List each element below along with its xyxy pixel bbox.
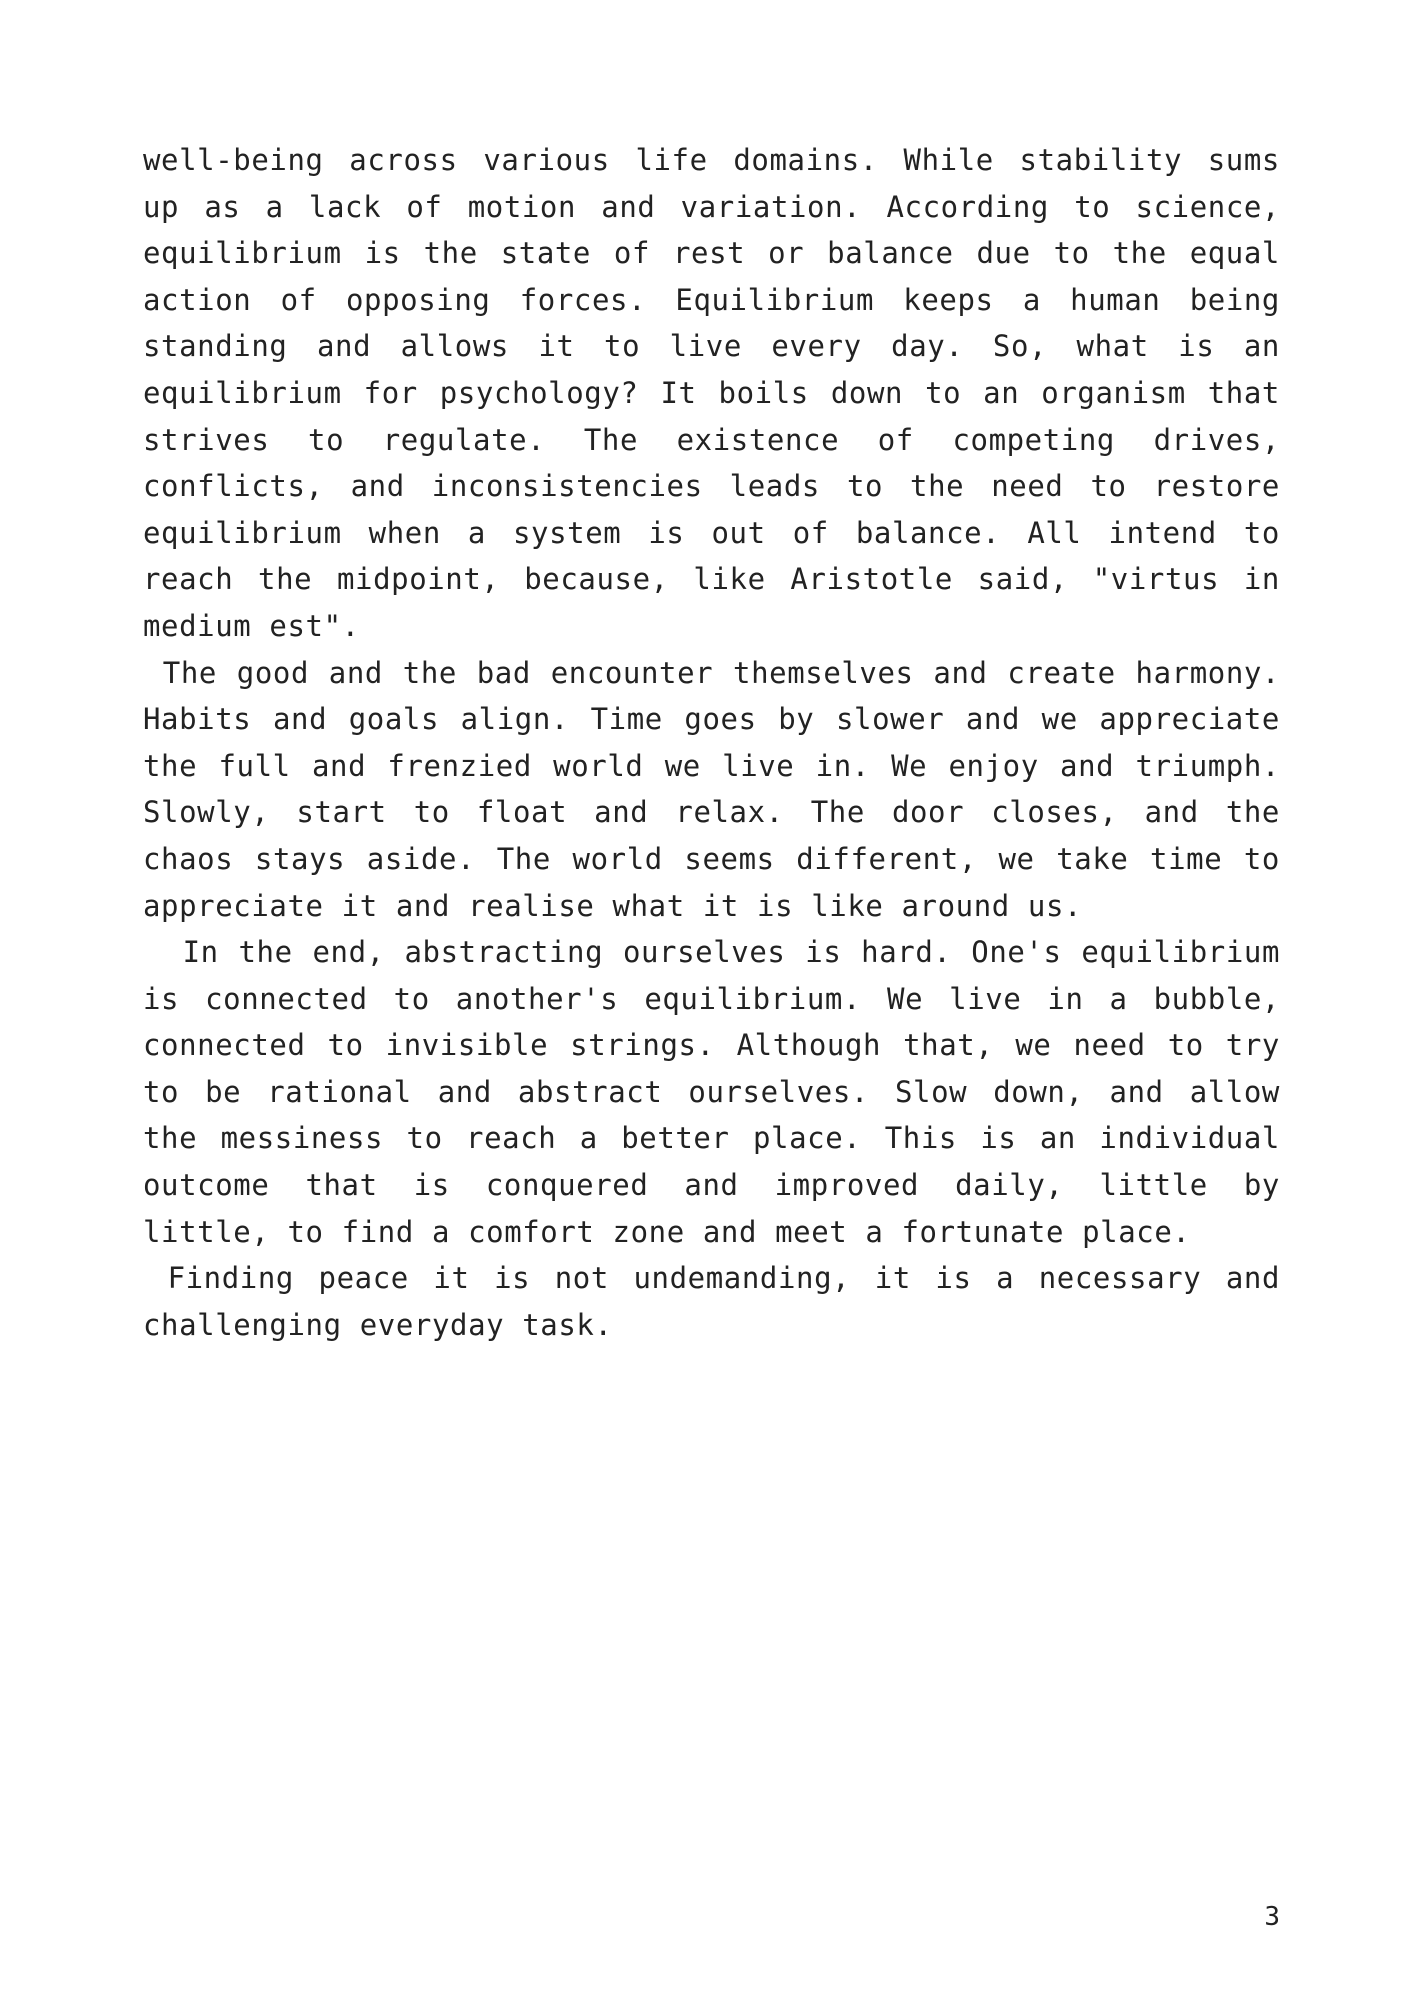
paragraph-2: The good and the bad encounter themselves and create harmony. Habits and goals align. Time goes by slower and we appreciate the full and frenzied world we live in. We enjoy and triumph. Slowly, start to float and relax. The door closes, and the chaos stays aside. The world seems different, we take time to appreciate it and realise what it is like around us. <box>143 655 1299 923</box>
paragraph-1: well-being across various life domains. While stability sums up as a lack of motion and variation. According to science, equilibrium is the state of rest or balance due to the equal action of opposing forces. Equilibrium keeps a human being standing and allows it to live every day. So, what is an equilibrium for psychology? It boils down to an organism that strives to regulate. The existence of competing drives, conflicts, and inconsistencies leads to the need to restore equilibrium when a system is out of balance. All intend to reach the midpoint, because, like Aristotle said, "virtus in medium est". <box>143 143 1299 643</box>
page-number: 3 <box>1264 1902 1280 1932</box>
paragraph-3: In the end, abstracting ourselves is hard. One's equilibrium is connected to another's equilibrium. We live in a bubble, connected to invisible strings. Although that, we need to try to be rational and abstract ourselves. Slow down, and allow the messiness to reach a better place. This is an individual outcome that is conquered and improved daily, little by little, to find a comfort zone and meet a fortunate place. <box>143 935 1299 1249</box>
paragraph-4: Finding peace it is not undemanding, it is a necessary and challenging everyday task. <box>143 1261 1299 1342</box>
body-text <box>143 137 1299 1348</box>
